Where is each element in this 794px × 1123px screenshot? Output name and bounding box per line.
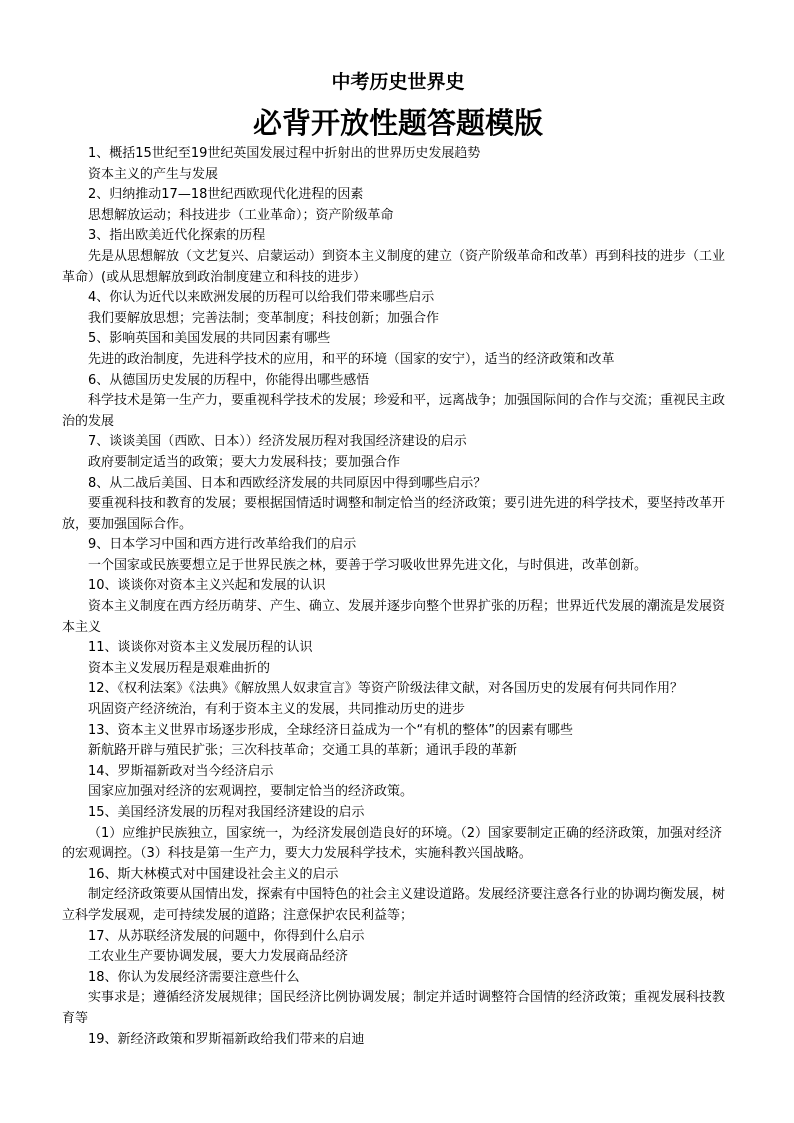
qa-item (62, 968, 734, 1030)
question-text: 10、谈谈你对资本主义兴起和发展的认识 (88, 578, 326, 594)
answer-text: 资本主义的产生与发展 (88, 166, 219, 182)
question-text: 1、概括15世纪至19世纪英国发展过程中折射出的世界历史发展趋势 (88, 146, 481, 161)
qa-item (62, 1030, 734, 1051)
answer-text: 资本主义发展历程是艰难曲折的 (88, 660, 271, 676)
qa-item (62, 576, 734, 638)
qa-item (62, 226, 734, 288)
answer-text: 思想解放运动；科技进步（工业革命）；资产阶级革命 (88, 207, 394, 223)
answer-text: 实事求是；遵循经济发展规律；国民经济比例协调发展；制定并适时调整符合国情的经济政策；重视发展科技教育等 (62, 990, 726, 1026)
answer-text: 政府要制定适当的政策；要大力发展科技；要加强合作 (88, 454, 401, 470)
qa-item (62, 865, 734, 927)
question-text: 3、指出欧美近代化探索的历程 (88, 228, 266, 244)
question-text: 8、从二战后美国、日本和西欧经济发展的共同原因中得到哪些启示？ (88, 475, 487, 491)
question-text: 2、归纳推动17—18世纪西欧现代化进程的因素 (88, 187, 364, 203)
question-text: 14、罗斯福新政对当今经济启示 (88, 763, 274, 779)
qa-item (62, 535, 734, 576)
answer-text: 制定经济政策要从国情出发，探索有中国特色的社会主义建设道路。发展经济要注意各行业的协调均衡发展，树立科学发展观，走可持续发展的道路；注意保护农民利益等； (62, 887, 726, 923)
qa-item (62, 474, 734, 536)
question-text: 11、谈谈你对资本主义发展历程的认识 (88, 640, 313, 656)
question-text: 6、从德国历史发展的历程中，你能得出哪些感悟 (88, 372, 370, 388)
qa-item (62, 329, 734, 370)
qa-list (62, 144, 734, 1050)
answer-text: 巩固资产经济统治，有利于资本主义的发展，共同推动历史的进步 (88, 702, 466, 718)
qa-item (62, 144, 734, 185)
question-text: 18、你认为发展经济需要注意些什么 (88, 969, 300, 985)
qa-item (62, 803, 734, 865)
qa-item (62, 638, 734, 679)
question-text: 4、你认为近代以来欧洲发展的历程可以给我们带来哪些启示 (88, 290, 435, 306)
answer-text: 资本主义制度在西方经历萌芽、产生、确立、发展并逐步向整个世界扩张的历程；世界近代发展的潮流是发展资本主义 (62, 599, 726, 635)
question-text: 15、美国经济发展的历程对我国经济建设的启示 (88, 805, 365, 820)
answer-text: 工农业生产要协调发展，要大力发展商品经济 (88, 949, 349, 965)
qa-item (62, 432, 734, 473)
qa-item (62, 762, 734, 803)
qa-item (62, 371, 734, 433)
answer-text: 先是从思想解放（文艺复兴、启蒙运动）到资本主义制度的建立（资产阶级革命和改革）再到科技的进步（工业革命）(或从思想解放到政治制度建立和科技的进步） (62, 248, 726, 285)
answer-text: 一个国家或民族要想立足于世界民族之林，要善于学习吸收世界先进文化，与时俱进，改革创新。 (88, 557, 648, 573)
answer-text: 科学技术是第一生产力，要重视科学技术的发展；珍爱和平，远离战争；加强国际间的合作与交流；重视民主政治的发展 (62, 393, 726, 429)
document-subtitle: 必背开放性题答题模版 (252, 106, 543, 140)
question-text: 12、《权利法案》《法典》《解放黑人奴隶宣言》等资产阶级法律文献，对各国历史的发展有何共同作用？ (88, 681, 684, 697)
qa-item (62, 185, 734, 226)
qa-item (62, 927, 734, 968)
question-text: 16、斯大林模式对中国建设社会主义的启示 (88, 866, 339, 882)
qa-item (62, 679, 734, 720)
qa-item (62, 721, 734, 762)
question-text: 17、从苏联经济发展的问题中，你得到什么启示 (88, 928, 365, 944)
answer-text: 新航路开辟与殖民扩张；三次科技革命；交通工具的革新；通讯手段的革新 (88, 743, 518, 759)
question-text: 5、影响英国和美国发展的共同因素有哪些 (88, 331, 331, 347)
question-text: 13、资本主义世界市场逐步形成，全球经济日益成为一个“有机的整体”的因素有哪些 (88, 722, 574, 738)
answer-text: 先进的政治制度，先进科学技术的应用，和平的环境（国家的安宁），适当的经济政策和改革 (88, 351, 615, 367)
question-text: 7、谈谈美国（西欧、日本））经济发展历程对我国经济建设的启示 (88, 434, 467, 450)
answer-text: 我们要解放思想；完善法制；变革制度；科技创新；加强合作 (88, 310, 440, 326)
question-text: 9、日本学习中国和西方进行改革给我们的启示 (88, 537, 357, 553)
document-title: 中考历史世界史 (331, 71, 465, 93)
answer-text: 国家应加强对经济的宏观调控，要制定恰当的经济政策。 (88, 784, 414, 800)
answer-text: （1）应维护民族独立，国家统一，为经济发展创造良好的环境。（2）国家要制定正确的经济政策，加强对经济的宏观调控。（3）科技是第一生产力，要大力发展科学技术，实施科教兴国战略。 (62, 825, 723, 862)
qa-item (62, 288, 734, 329)
question-text: 19、新经济政策和罗斯福新政给我们带来的启迪 (88, 1031, 365, 1047)
answer-text: 要重视科技和教育的发展；要根据国情适时调整和制定恰当的经济政策；要引进先进的科学技术，要坚持改革开放，要加强国际合作。 (62, 496, 726, 532)
